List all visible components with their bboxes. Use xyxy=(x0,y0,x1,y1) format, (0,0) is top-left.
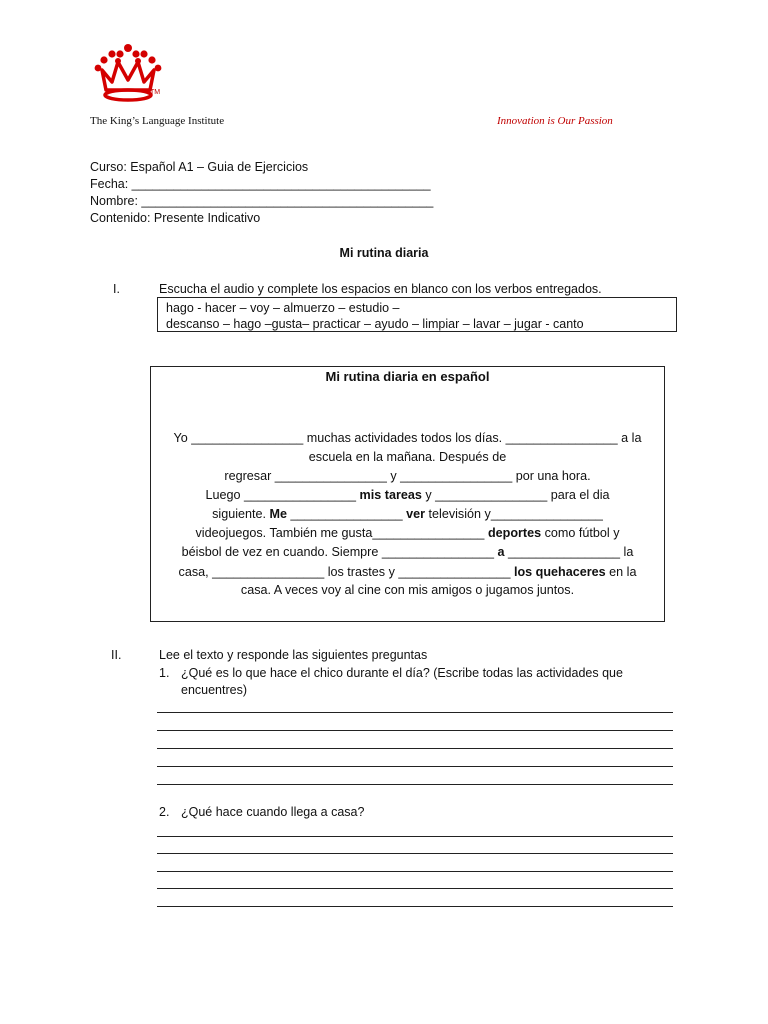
word-bank-line-2: descanso – hago –gusta– practicar – ayudo – limpiar – lavar – jugar - canto xyxy=(166,317,584,331)
story-line-7 xyxy=(150,543,665,561)
story-text: casa, ________________ los trastes y ________________ xyxy=(178,565,514,579)
story-bold-text: ver xyxy=(406,507,426,521)
answer-line[interactable] xyxy=(157,871,673,872)
story-text: ________________ la xyxy=(504,545,634,559)
story-line-8 xyxy=(150,563,665,581)
crown-logo-icon xyxy=(92,40,164,106)
question-1-text: ¿Qué es lo que hace el chico durante el día? (Escribe todas las actividades que xyxy=(181,666,623,680)
word-bank xyxy=(157,297,677,332)
story-bold-text: deportes xyxy=(487,526,542,540)
story-text: escuela en la mañana. Después de xyxy=(308,450,507,464)
story-text: béisbol de vez en cuando. Siempre ________________ xyxy=(181,545,498,559)
question-1-text-cont: encuentres) xyxy=(181,683,248,697)
story-text: como fútbol y xyxy=(541,526,620,540)
story-line-9 xyxy=(150,581,665,599)
story-bold-text: mis tareas xyxy=(359,488,422,502)
story-text: casa. A veces voy al cine con mis amigos o jugamos juntos. xyxy=(240,583,575,597)
answer-line[interactable] xyxy=(157,836,673,837)
worksheet-title: Mi rutina diaria xyxy=(339,246,429,260)
answer-line[interactable] xyxy=(157,730,673,731)
answer-line[interactable] xyxy=(157,748,673,749)
story-text: siguiente. xyxy=(212,507,270,521)
section-2-numeral: II. xyxy=(111,648,122,662)
course-line: Curso: Español A1 – Guia de Ejercicios xyxy=(90,160,309,174)
answer-line[interactable] xyxy=(157,712,673,713)
trademark-mark: TM xyxy=(150,89,161,96)
story-line-5 xyxy=(150,505,665,523)
story-line-6 xyxy=(150,524,665,542)
slogan: Innovation is Our Passion xyxy=(497,115,613,127)
answer-line[interactable] xyxy=(157,888,673,889)
question-1-number: 1. xyxy=(159,666,170,680)
story-text: en la xyxy=(605,565,637,579)
story-text: regresar ________________ y ________________ por una hora. xyxy=(224,469,591,483)
story-bold-text: a xyxy=(497,545,505,559)
answer-line[interactable] xyxy=(157,906,673,907)
story-bold-text: Me xyxy=(269,507,288,521)
story-text: Yo ________________ muchas actividades todos los días. ________________ a la xyxy=(173,431,642,445)
story-bold-text: los quehaceres xyxy=(513,565,606,579)
date-line: Fecha: ___________________________________________ xyxy=(90,177,431,191)
word-bank-line-1: hago - hacer – voy – almuerzo – estudio – xyxy=(166,301,400,315)
story-text: y ________________ para el dia xyxy=(421,488,610,502)
question-2-text: ¿Qué hace cuando llega a casa? xyxy=(181,805,365,819)
story-line-3 xyxy=(150,467,665,485)
section-1-instruction: Escucha el audio y complete los espacios en blanco con los verbos entregados. xyxy=(159,282,602,296)
section-2-instruction: Lee el texto y responde las siguientes preguntas xyxy=(159,648,428,662)
section-1-numeral: I. xyxy=(113,282,120,296)
story-text: televisión y________________ xyxy=(425,507,603,521)
story-text: Luego ________________ xyxy=(205,488,360,502)
story-line-2 xyxy=(150,448,665,466)
name-line: Nombre: __________________________________________ xyxy=(90,194,434,208)
content-line: Contenido: Presente Indicativo xyxy=(90,211,261,225)
answer-line[interactable] xyxy=(157,784,673,785)
story-line-4 xyxy=(150,486,665,504)
answer-line[interactable] xyxy=(157,766,673,767)
answer-line[interactable] xyxy=(157,853,673,854)
story-text: videojuegos. También me gusta________________ xyxy=(195,526,488,540)
story-title: Mi rutina diaria en español xyxy=(325,369,490,384)
question-2-number: 2. xyxy=(159,805,170,819)
story-line-1 xyxy=(150,429,665,447)
story-text: ________________ xyxy=(287,507,407,521)
institute-name: The King’s Language Institute xyxy=(90,115,225,127)
